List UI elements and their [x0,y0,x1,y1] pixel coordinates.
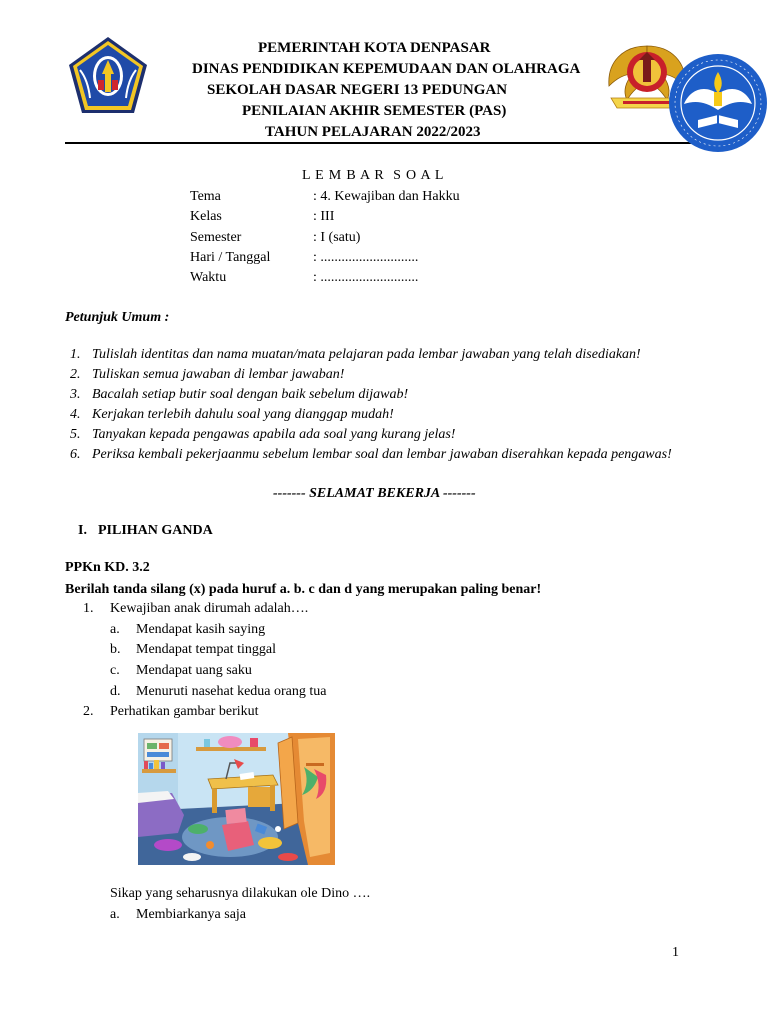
option-letter: a. [110,907,120,922]
option-letter: c. [110,663,120,678]
instruction-text: Kerjakan terlebih dahulu soal yang dianggap mudah! [92,407,394,422]
identity-value: : I (satu) [313,230,361,245]
option-letter: d. [110,684,121,699]
identity-label: Semester [190,230,242,245]
question-number: 1. [83,601,94,616]
instruction-text: Periksa kembali pekerjaanmu sebelum lembar soal dan lembar jawaban diserahkan kepada pengawas! [92,447,672,462]
section-title: PILIHAN GANDA [98,523,213,538]
instruction-text: Tuliskan semua jawaban di lembar jawaban! [92,367,345,382]
option-text: Membiarkanya saja [136,907,247,922]
instruction-number: 6. [70,447,81,462]
header-divider [65,142,693,144]
option-text: Menuruti nasehat kedua orang tua [136,684,327,699]
identity-label: Hari / Tanggal [190,250,271,265]
header-line-department: DINAS PENDIDIKAN KEPEMUDAAN DAN OLAHRAGA [192,61,581,77]
subject-heading: PPKn KD. 3.2 [65,560,150,575]
instruction-number: 3. [70,387,81,402]
identity-value: : III [313,209,335,224]
option-letter: a. [110,622,120,637]
instructions-title: Petunjuk Umum : [65,310,170,325]
header-line-school: SEKOLAH DASAR NEGERI 13 PEDUNGAN [207,82,508,98]
section-number: I. [78,523,87,538]
identity-label: Kelas [190,209,222,224]
instruction-text: Tulislah identitas dan nama muatan/mata pelajaran pada lembar jawaban yang telah disediakan! [92,347,641,362]
instruction-text: Tanyakan kepada pengawas apabila ada soal yang kurang jelas! [92,427,456,442]
identity-label: Tema [190,189,221,204]
instruction-number: 5. [70,427,81,442]
header-line-government: PEMERINTAH KOTA DENPASAR [258,40,491,56]
question-text: Perhatikan gambar berikut [110,704,259,719]
sheet-title: L E M B A R S O A L [302,168,445,183]
option-text: Mendapat kasih saying [136,622,266,637]
question-follow-up: Sikap yang seharusnya dilakukan ole Dino …. [110,886,371,901]
instruction-text: Bacalah setiap butir soal dengan baik sebelum dijawab! [92,387,409,402]
option-text: Mendapat uang saku [136,663,252,678]
identity-value: : ............................ [313,270,419,285]
page-number: 1 [672,945,679,960]
identity-value: : 4. Kewajiban dan Hakku [313,189,460,204]
instruction-number: 2. [70,367,81,382]
closing-greeting: ------- SELAMAT BEKERJA ------- [273,486,476,501]
city-emblem-logo [68,36,148,114]
header-line-exam: PENILAIAN AKHIR SEMESTER (PAS) [242,103,507,119]
instruction-number: 4. [70,407,81,422]
identity-label: Waktu [190,270,227,285]
instruction-number: 1. [70,347,81,362]
option-letter: b. [110,642,121,657]
messy-room-illustration [138,733,335,865]
question-number: 2. [83,704,94,719]
header-line-year: TAHUN PELAJARAN 2022/2023 [265,124,481,140]
ministry-of-education-logo [668,52,768,154]
answer-directive: Berilah tanda silang (x) pada huruf a. b. c dan d yang merupakan paling benar! [65,582,542,597]
option-text: Mendapat tempat tinggal [136,642,276,657]
question-text: Kewajiban anak dirumah adalah…. [110,601,309,616]
identity-value: : ............................ [313,250,419,265]
